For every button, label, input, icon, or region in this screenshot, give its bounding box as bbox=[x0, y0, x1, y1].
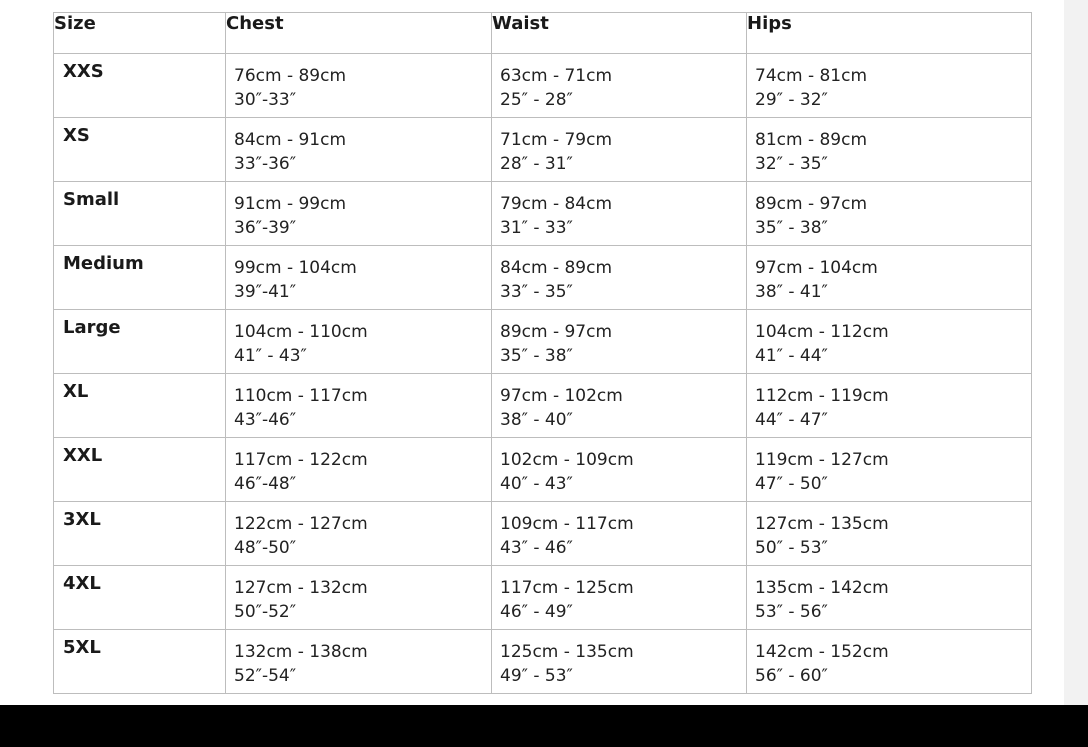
chest-cm-range: 84cm - 91cm bbox=[234, 130, 347, 150]
chest-cm-range: 110cm - 117cm bbox=[234, 386, 368, 406]
table-row bbox=[54, 310, 1032, 374]
chest-measurement-cell bbox=[226, 182, 492, 246]
bottom-black-bar bbox=[0, 705, 1088, 747]
waist-measurement-cell bbox=[492, 566, 747, 630]
hips-inch-range: 56″ - 60″ bbox=[755, 666, 828, 686]
table-row bbox=[54, 118, 1032, 182]
chest-measurement-cell bbox=[226, 310, 492, 374]
waist-cm-range: 63cm - 71cm bbox=[500, 66, 613, 86]
size-label: 5XL bbox=[54, 630, 226, 694]
hips-cm-range: 119cm - 127cm bbox=[755, 450, 889, 470]
size-label: 4XL bbox=[54, 566, 226, 630]
waist-inch-range: 28″ - 31″ bbox=[500, 154, 573, 174]
waist-cm-range: 97cm - 102cm bbox=[500, 386, 623, 406]
table-row bbox=[54, 438, 1032, 502]
waist-cm-range: 117cm - 125cm bbox=[500, 578, 634, 598]
hips-measurement-cell bbox=[747, 310, 1032, 374]
waist-inch-range: 38″ - 40″ bbox=[500, 410, 573, 430]
waist-inch-range: 40″ - 43″ bbox=[500, 474, 573, 494]
table-body bbox=[54, 54, 1032, 694]
hips-cm-range: 81cm - 89cm bbox=[755, 130, 868, 150]
chest-cm-range: 127cm - 132cm bbox=[234, 578, 368, 598]
hips-measurement-cell bbox=[747, 630, 1032, 694]
waist-inch-range: 43″ - 46″ bbox=[500, 538, 573, 558]
chest-measurement-cell bbox=[226, 54, 492, 118]
chest-cm-range: 117cm - 122cm bbox=[234, 450, 368, 470]
hips-measurement-cell bbox=[747, 438, 1032, 502]
waist-inch-range: 46″ - 49″ bbox=[500, 602, 573, 622]
chest-inch-range: 50″-52″ bbox=[234, 602, 297, 622]
chest-inch-range: 36″-39″ bbox=[234, 218, 297, 238]
chest-inch-range: 30″-33″ bbox=[234, 90, 297, 110]
chest-cm-range: 132cm - 138cm bbox=[234, 642, 368, 662]
waist-measurement-cell bbox=[492, 246, 747, 310]
hips-measurement-cell bbox=[747, 566, 1032, 630]
hips-inch-range: 32″ - 35″ bbox=[755, 154, 828, 174]
hips-cm-range: 112cm - 119cm bbox=[755, 386, 889, 406]
waist-measurement-cell bbox=[492, 502, 747, 566]
table-row bbox=[54, 54, 1032, 118]
size-label: Large bbox=[54, 310, 226, 374]
waist-measurement-cell bbox=[492, 438, 747, 502]
chest-measurement-cell bbox=[226, 118, 492, 182]
size-label: Medium bbox=[54, 246, 226, 310]
chest-cm-range: 122cm - 127cm bbox=[234, 514, 368, 534]
waist-cm-range: 125cm - 135cm bbox=[500, 642, 634, 662]
waist-cm-range: 109cm - 117cm bbox=[500, 514, 634, 534]
table-row bbox=[54, 374, 1032, 438]
waist-inch-range: 25″ - 28″ bbox=[500, 90, 573, 110]
waist-measurement-cell bbox=[492, 374, 747, 438]
waist-cm-range: 79cm - 84cm bbox=[500, 194, 613, 214]
waist-cm-range: 84cm - 89cm bbox=[500, 258, 613, 278]
table-row bbox=[54, 182, 1032, 246]
hips-inch-range: 35″ - 38″ bbox=[755, 218, 828, 238]
hips-measurement-cell bbox=[747, 502, 1032, 566]
chest-measurement-cell bbox=[226, 246, 492, 310]
chest-measurement-cell bbox=[226, 438, 492, 502]
waist-measurement-cell bbox=[492, 54, 747, 118]
chest-inch-range: 41″ - 43″ bbox=[234, 346, 307, 366]
hips-inch-range: 47″ - 50″ bbox=[755, 474, 828, 494]
hips-measurement-cell bbox=[747, 118, 1032, 182]
header-hips: Hips bbox=[747, 13, 1032, 54]
hips-measurement-cell bbox=[747, 246, 1032, 310]
chest-inch-range: 46″-48″ bbox=[234, 474, 297, 494]
size-chart-table bbox=[53, 12, 1032, 694]
table-row bbox=[54, 630, 1032, 694]
waist-measurement-cell bbox=[492, 182, 747, 246]
waist-inch-range: 49″ - 53″ bbox=[500, 666, 573, 686]
header-size: Size bbox=[54, 13, 226, 54]
hips-cm-range: 142cm - 152cm bbox=[755, 642, 889, 662]
chest-inch-range: 48″-50″ bbox=[234, 538, 297, 558]
waist-cm-range: 102cm - 109cm bbox=[500, 450, 634, 470]
chest-inch-range: 43″-46″ bbox=[234, 410, 297, 430]
hips-measurement-cell bbox=[747, 182, 1032, 246]
size-label: XXS bbox=[54, 54, 226, 118]
hips-cm-range: 104cm - 112cm bbox=[755, 322, 889, 342]
right-margin-strip bbox=[1064, 0, 1088, 705]
size-label: Small bbox=[54, 182, 226, 246]
hips-cm-range: 127cm - 135cm bbox=[755, 514, 889, 534]
hips-measurement-cell bbox=[747, 374, 1032, 438]
waist-inch-range: 31″ - 33″ bbox=[500, 218, 573, 238]
size-label: XL bbox=[54, 374, 226, 438]
hips-cm-range: 89cm - 97cm bbox=[755, 194, 868, 214]
waist-measurement-cell bbox=[492, 310, 747, 374]
hips-inch-range: 44″ - 47″ bbox=[755, 410, 828, 430]
hips-inch-range: 50″ - 53″ bbox=[755, 538, 828, 558]
hips-cm-range: 74cm - 81cm bbox=[755, 66, 868, 86]
waist-cm-range: 71cm - 79cm bbox=[500, 130, 613, 150]
chest-cm-range: 104cm - 110cm bbox=[234, 322, 368, 342]
hips-cm-range: 97cm - 104cm bbox=[755, 258, 878, 278]
table-row bbox=[54, 566, 1032, 630]
chest-measurement-cell bbox=[226, 374, 492, 438]
chest-cm-range: 91cm - 99cm bbox=[234, 194, 347, 214]
header-chest: Chest bbox=[226, 13, 492, 54]
waist-cm-range: 89cm - 97cm bbox=[500, 322, 613, 342]
waist-inch-range: 33″ - 35″ bbox=[500, 282, 573, 302]
header-row bbox=[54, 13, 1032, 54]
header-waist: Waist bbox=[492, 13, 747, 54]
chest-inch-range: 52″-54″ bbox=[234, 666, 297, 686]
hips-inch-range: 41″ - 44″ bbox=[755, 346, 828, 366]
size-label: XXL bbox=[54, 438, 226, 502]
chest-measurement-cell bbox=[226, 630, 492, 694]
hips-cm-range: 135cm - 142cm bbox=[755, 578, 889, 598]
chest-measurement-cell bbox=[226, 502, 492, 566]
table-row bbox=[54, 502, 1032, 566]
chest-cm-range: 76cm - 89cm bbox=[234, 66, 347, 86]
chest-inch-range: 39″-41″ bbox=[234, 282, 297, 302]
hips-inch-range: 53″ - 56″ bbox=[755, 602, 828, 622]
chest-cm-range: 99cm - 104cm bbox=[234, 258, 357, 278]
table-row bbox=[54, 246, 1032, 310]
hips-inch-range: 29″ - 32″ bbox=[755, 90, 828, 110]
hips-inch-range: 38″ - 41″ bbox=[755, 282, 828, 302]
size-chart bbox=[53, 12, 1031, 694]
size-label: 3XL bbox=[54, 502, 226, 566]
waist-measurement-cell bbox=[492, 118, 747, 182]
waist-inch-range: 35″ - 38″ bbox=[500, 346, 573, 366]
chest-measurement-cell bbox=[226, 566, 492, 630]
chest-inch-range: 33″-36″ bbox=[234, 154, 297, 174]
waist-measurement-cell bbox=[492, 630, 747, 694]
size-label: XS bbox=[54, 118, 226, 182]
hips-measurement-cell bbox=[747, 54, 1032, 118]
